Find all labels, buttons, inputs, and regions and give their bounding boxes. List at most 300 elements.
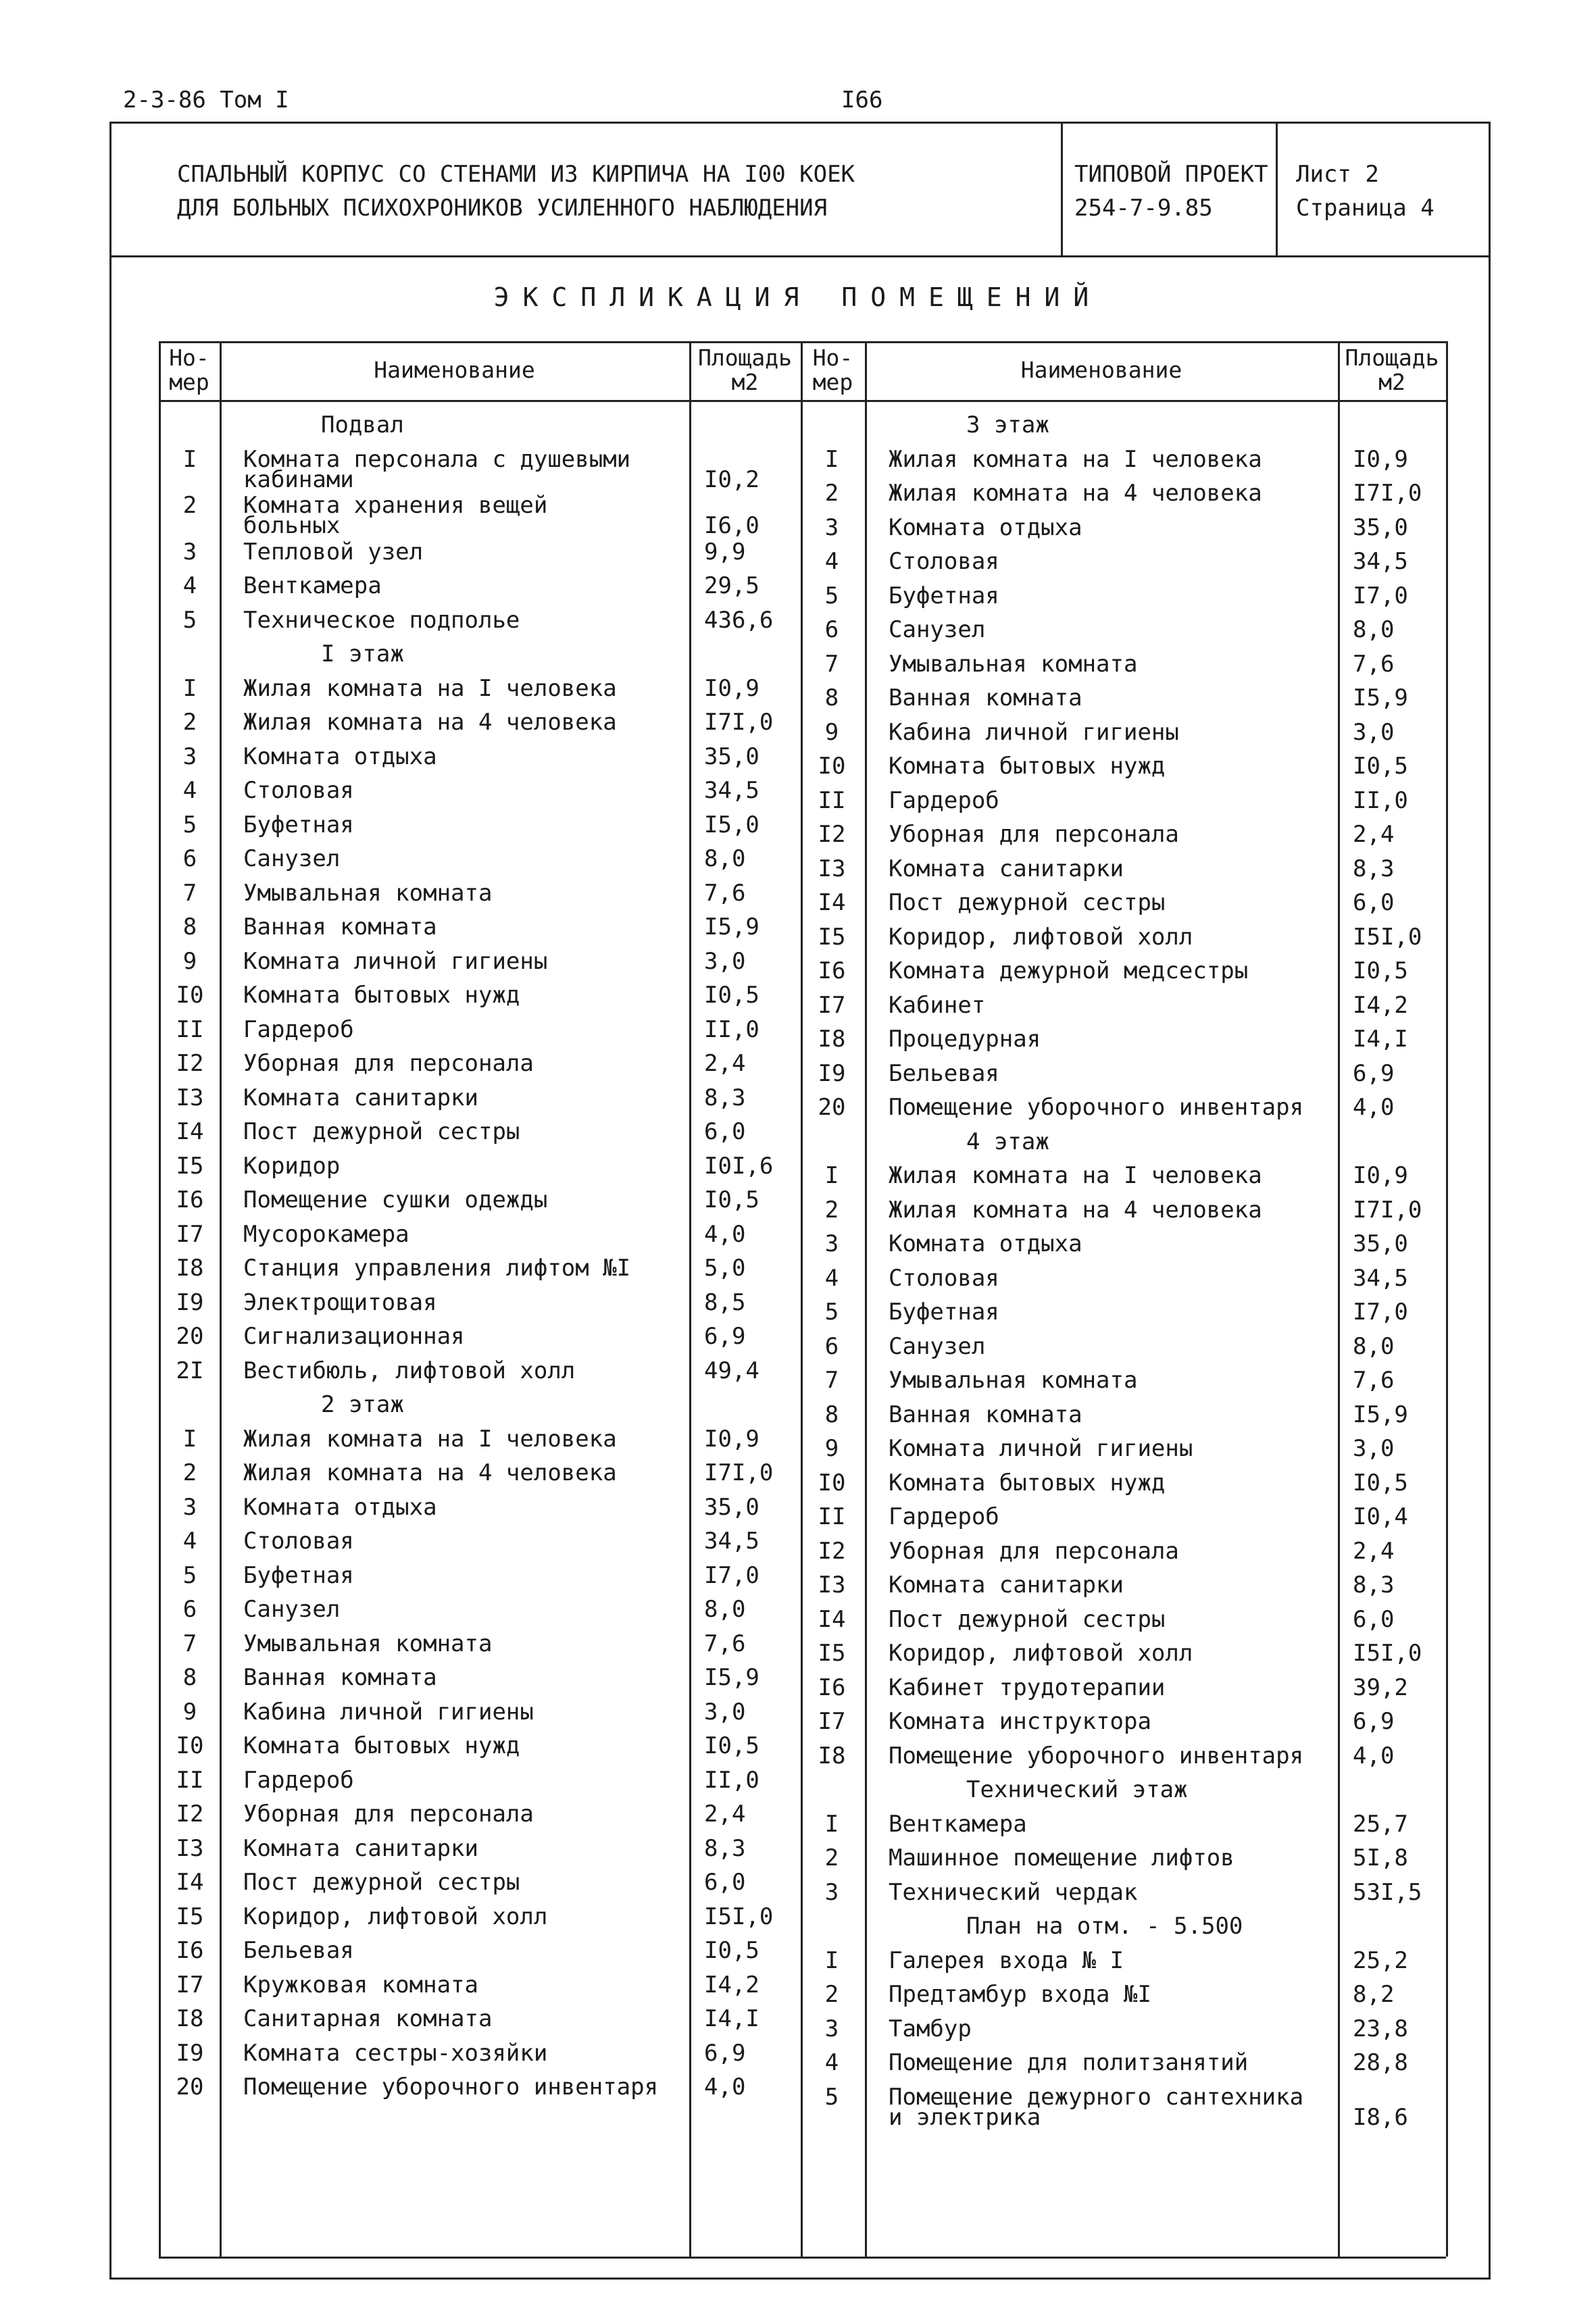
room-name: Гардероб [243,1766,354,1794]
room-name: Техническое подполье [243,606,520,634]
room-number: 2 [824,1844,839,1871]
room-name: Коридор [243,1152,341,1180]
room-number: I2 [818,821,846,848]
room-area: I0,9 [704,1425,759,1453]
room-name: Галерея входа № I [889,1946,1124,1974]
room-area: 8,2 [1353,1981,1395,2008]
room-number: 3 [824,513,839,541]
room-number: I2 [176,1801,204,1828]
section-title: 3 этаж [966,411,1049,438]
room-number: I4 [818,889,846,916]
room-name: Тамбур [889,2015,972,2042]
room-number: I [824,1810,839,1838]
room-number: 3 [182,538,197,565]
room-area: 8,3 [1353,1571,1395,1599]
room-name: Комната санитарки [243,1834,478,1862]
room-name: Комната инструктора [889,1708,1151,1735]
room-number: 2 [824,1196,839,1224]
room-name: Сигнализационная [243,1323,465,1350]
room-name: Ванная комната [889,1401,1082,1428]
room-area: I5,0 [704,811,759,838]
room-area: 8,5 [704,1288,746,1316]
room-number: I [182,445,197,473]
room-area: 6,0 [1353,889,1395,916]
room-name: Столовая [889,548,999,575]
room-name: Столовая [889,1264,999,1292]
room-number: 3 [824,1878,839,1906]
room-name: Комната отдыха [243,743,437,770]
room-area: I7I,0 [704,1459,774,1486]
room-number: 4 [182,777,197,804]
room-area: I0,9 [1353,445,1408,473]
project-code: 254-7-9.85 [1074,195,1213,222]
room-name: Бельевая [889,1059,999,1087]
room-number: I8 [818,1026,846,1053]
title-line-1: СПАЛЬНЫЙ КОРПУС СО СТЕНАМИ ИЗ КИРПИЧА НА I00 КОЕК [177,161,855,188]
room-area: 8,0 [704,1596,746,1623]
section-title: 4 этаж [966,1128,1049,1155]
room-area: 25,2 [1353,1946,1408,1974]
room-name: Умывальная комната [243,879,493,907]
room-number: 5 [824,1299,839,1326]
room-area: II,0 [704,1766,759,1794]
room-name: Помещение сушки одежды [243,1186,548,1213]
room-area: 6,9 [704,1323,746,1350]
room-number: I5 [176,1152,204,1180]
room-area: 28,8 [1353,2049,1408,2076]
room-area: 35,0 [1353,1230,1408,1257]
room-number: I0 [176,1732,204,1759]
room-number: I8 [176,2005,204,2032]
room-number: 6 [182,845,197,872]
table-column-line [1446,341,1448,2257]
header-name: Наименование [374,357,535,383]
room-area: I0,5 [704,1937,759,1964]
room-number: 6 [824,616,839,643]
table-column-line [220,341,222,2257]
room-number: I6 [818,957,846,984]
title-block-bottom-line [109,255,1491,257]
room-name: Мусорокамера [243,1220,409,1248]
room-number: I6 [176,1186,204,1213]
room-area: II,0 [1353,786,1408,814]
room-name: Комната хранения вещей [243,492,548,519]
room-name: Комната санитарки [889,1571,1124,1599]
section-title: I этаж [321,640,404,668]
room-area: 35,0 [704,743,759,770]
room-area: 4,0 [1353,1742,1395,1769]
room-area: 6,0 [704,1869,746,1896]
room-name: Кабинет трудотерапии [889,1674,1166,1701]
room-number: I0 [818,753,846,780]
room-name: Столовая [243,777,354,804]
room-area: 4,0 [704,1220,746,1248]
room-area: 6,9 [1353,1059,1395,1087]
section-title: 2 этаж [321,1391,404,1418]
room-name: Помещение уборочного инвентаря [889,1094,1304,1121]
room-number: 8 [824,1401,839,1428]
room-area: I0,5 [1353,1469,1408,1496]
room-name: Ванная комната [243,913,437,940]
room-number: I7 [176,1971,204,1998]
room-name: Комната личной гигиены [243,947,548,975]
room-number: 7 [824,650,839,678]
room-area: I5,9 [704,913,759,940]
room-name: Кабина личной гигиены [243,1698,534,1726]
room-name: Уборная для персонала [889,1537,1179,1565]
title-line-2: ДЛЯ БОЛЬНЫХ ПСИХОХРОНИКОВ УСИЛЕННОГО НАБЛЮДЕНИЯ [177,195,828,222]
room-area: 7,6 [704,1630,746,1657]
room-number: I2 [818,1537,846,1565]
room-name: Комната бытовых нужд [889,753,1166,780]
room-area: 2,4 [704,1801,746,1828]
room-number: I0 [818,1469,846,1496]
room-area: I0,9 [704,674,759,702]
room-area: 8,3 [704,1084,746,1111]
room-name: Коридор, лифтовой холл [889,1640,1193,1667]
room-area: I0,5 [704,1732,759,1759]
room-area: I0,5 [704,1186,759,1213]
room-number: 3 [824,2015,839,2042]
room-area: I5,9 [1353,684,1408,711]
room-name: Комната отдыха [889,1230,1082,1257]
room-number: I2 [176,1050,204,1077]
room-area: I7,0 [1353,1299,1408,1326]
room-name: Гардероб [889,786,999,814]
room-number: 4 [824,2049,839,2076]
room-area: I7I,0 [704,709,774,736]
room-area: I4,2 [704,1971,759,1998]
room-name: Гардероб [889,1503,999,1530]
room-number: 2 [182,709,197,736]
room-number: I4 [818,1605,846,1633]
room-name: Жилая комната на I человека [889,445,1262,473]
room-name: Комната отдыха [243,1493,437,1521]
room-name-continued: и электрика [889,2103,1041,2131]
room-number: 2 [182,1459,197,1486]
room-number: 7 [824,1367,839,1394]
room-number: I4 [176,1869,204,1896]
room-area: I7I,0 [1353,480,1422,507]
room-name: Помещение дежурного сантехника [889,2083,1304,2111]
room-area: 4,0 [704,2073,746,2101]
header-area: Площадь [697,345,793,371]
room-name: Комната бытовых нужд [243,982,520,1009]
room-area: I5,9 [1353,1401,1408,1428]
room-name: Помещение уборочного инвентаря [889,1742,1304,1769]
room-number: I5 [176,1903,204,1930]
room-area: 2,4 [1353,1537,1395,1565]
room-name: Кружковая комната [243,1971,478,1998]
room-number: 4 [182,572,197,599]
table-column-line [689,341,691,2257]
room-number: 3 [182,743,197,770]
room-number: I [182,1425,197,1453]
table-column-line [865,341,867,2257]
room-number: 2 [824,480,839,507]
room-number: I6 [176,1937,204,1964]
room-area: 8,3 [704,1834,746,1862]
room-name: Столовая [243,1528,354,1555]
room-name-continued: кабинами [243,466,354,493]
room-name: Комната дежурной медсестры [889,957,1249,984]
room-name: Вестибюль, лифтовой холл [243,1357,576,1384]
room-area: 53I,5 [1353,1878,1422,1906]
room-name: Комната бытовых нужд [889,1469,1166,1496]
room-area: 34,5 [704,1528,759,1555]
room-area: 2,4 [704,1050,746,1077]
table-bottom-line [159,2257,1446,2259]
room-area: I4,I [704,2005,759,2032]
header-num: мер [812,369,853,395]
room-name: Электрощитовая [243,1288,437,1316]
room-area: 8,0 [1353,616,1395,643]
room-name: Умывальная комната [889,650,1138,678]
room-number: I9 [176,1288,204,1316]
room-area: I0I,6 [704,1152,774,1180]
room-name: Ванная комната [243,1664,437,1691]
room-number: I9 [818,1059,846,1087]
room-number: I4 [176,1118,204,1145]
room-name: Умывальная комната [889,1367,1138,1394]
room-area: 29,5 [704,572,759,599]
room-number: 3 [824,1230,839,1257]
room-number: 5 [182,1561,197,1589]
header-num: мер [169,369,209,395]
room-area: I4,I [1353,1026,1408,1053]
room-number: 9 [182,947,197,975]
room-name: Буфетная [243,1561,354,1589]
room-number: 9 [182,1698,197,1726]
room-name: Санузел [889,1332,986,1360]
room-number: I [182,674,197,702]
room-number: I8 [176,1255,204,1282]
room-name: Пост дежурной сестры [889,1605,1166,1633]
room-area: I5I,0 [704,1903,774,1930]
room-number: 9 [824,1435,839,1462]
room-area: I0,5 [1353,753,1408,780]
room-name: Помещение уборочного инвентаря [243,2073,659,2101]
room-area: 35,0 [1353,513,1408,541]
room-name: Пост дежурной сестры [243,1869,520,1896]
room-name-continued: больных [243,512,341,539]
room-area: I0,2 [704,466,759,493]
header-area: м2 [1378,369,1405,395]
room-number: 6 [824,1332,839,1360]
room-area: 25,7 [1353,1810,1408,1838]
room-area: 6,9 [704,2039,746,2067]
room-number: I9 [176,2039,204,2067]
room-name: Венткамера [243,572,382,599]
room-number: I0 [176,982,204,1009]
room-name: Комната санитарки [243,1084,478,1111]
room-area: I7,0 [704,1561,759,1589]
title-block-divider-1 [1061,122,1063,255]
room-name: Машинное помещение лифтов [889,1844,1235,1871]
header-area: Площадь [1345,345,1439,371]
room-area: 35,0 [704,1493,759,1521]
header-name: Наименование [1020,357,1182,383]
room-area: I0,4 [1353,1503,1408,1530]
room-name: Санузел [243,845,341,872]
room-area: 436,6 [704,606,774,634]
sheet-number: Лист 2 [1296,161,1379,188]
room-name: Венткамера [889,1810,1027,1838]
page-number: I66 [841,86,883,114]
room-number: I [824,445,839,473]
room-name: Технический чердак [889,1878,1138,1906]
room-number: 4 [182,1528,197,1555]
section-title: Подвал [321,411,404,438]
room-number: 2 [182,492,197,519]
room-number: I7 [176,1220,204,1248]
section-title: План на отм. - 5.500 [966,1913,1243,1940]
room-number: 7 [182,879,197,907]
room-area: 3,0 [704,947,746,975]
room-number: I3 [818,1571,846,1599]
room-area: I8,6 [1353,2103,1408,2131]
room-name: Комната бытовых нужд [243,1732,520,1759]
header-area: м2 [731,369,759,395]
room-name: Тепловой узел [243,538,424,565]
room-name: Санузел [243,1596,341,1623]
room-name: Комната отдыха [889,513,1082,541]
room-name: Жилая комната на 4 человека [889,480,1262,507]
table-heading: ЭКСПЛИКАЦИЯ ПОМЕЩЕНИЙ [493,282,1103,312]
room-name: Жилая комната на I человека [243,1425,617,1453]
room-number: 20 [176,2073,204,2101]
room-name: Комната санитарки [889,855,1124,882]
room-name: Уборная для персонала [243,1801,534,1828]
room-number: I7 [818,991,846,1019]
room-area: 3,0 [1353,1435,1395,1462]
room-name: Предтамбур входа №I [889,1981,1151,2008]
room-number: I5 [818,1640,846,1667]
room-area: 9,9 [704,538,746,565]
room-name: Жилая комната на I человека [243,674,617,702]
room-area: I5,9 [704,1664,759,1691]
room-area: 8,3 [1353,855,1395,882]
room-name: Комната персонала с душевыми [243,445,631,473]
room-area: 49,4 [704,1357,759,1384]
room-area: 2,4 [1353,821,1395,848]
title-block-divider-2 [1276,122,1278,255]
room-area: I5I,0 [1353,1640,1422,1667]
room-name: Санитарная комната [243,2005,493,2032]
room-number: I6 [818,1674,846,1701]
room-number: II [818,1503,846,1530]
room-name: Жилая комната на 4 человека [243,709,617,736]
room-area: I7I,0 [1353,1196,1422,1224]
room-number: I3 [176,1084,204,1111]
room-area: 7,6 [1353,1367,1395,1394]
room-number: II [176,1766,204,1794]
room-area: 6,0 [1353,1605,1395,1633]
room-area: II,0 [704,1015,759,1043]
room-number: 5 [182,811,197,838]
room-name: Буфетная [889,582,999,609]
room-number: 8 [182,1664,197,1691]
room-number: I [824,1946,839,1974]
room-number: 2 [824,1981,839,2008]
room-name: Помещение для политзанятий [889,2049,1249,2076]
room-area: 6,0 [704,1118,746,1145]
room-area: 34,5 [704,777,759,804]
room-number: 4 [824,548,839,575]
room-number: 2I [176,1357,204,1384]
room-name: Жилая комната на 4 человека [243,1459,617,1486]
room-number: I3 [176,1834,204,1862]
room-name: Комната личной гигиены [889,1435,1193,1462]
room-number: 6 [182,1596,197,1623]
section-title: Технический этаж [966,1776,1188,1803]
header-num: Но- [812,345,853,371]
room-number: I8 [818,1742,846,1769]
room-number: I [824,1162,839,1189]
room-name: Ванная комната [889,684,1082,711]
page-label: Страница 4 [1296,195,1435,222]
room-name: Уборная для персонала [243,1050,534,1077]
room-name: Жилая комната на 4 человека [889,1196,1262,1224]
room-area: 7,6 [704,879,746,907]
room-area: 34,5 [1353,548,1408,575]
room-name: Умывальная комната [243,1630,493,1657]
room-name: Бельевая [243,1937,354,1964]
room-area: I6,0 [704,512,759,539]
room-area: 6,9 [1353,1708,1395,1735]
room-name: Пост дежурной сестры [243,1118,520,1145]
project-label: ТИПОВОЙ ПРОЕКТ [1074,161,1268,188]
room-area: I5I,0 [1353,923,1422,951]
table-column-line [1338,341,1340,2257]
room-area: 8,0 [1353,1332,1395,1360]
room-number: 20 [818,1094,846,1121]
room-area: 3,0 [704,1698,746,1726]
room-area: 3,0 [1353,718,1395,746]
room-area: I4,2 [1353,991,1408,1019]
room-area: 5I,8 [1353,1844,1408,1871]
room-area: I7,0 [1353,582,1408,609]
room-number: 8 [824,684,839,711]
room-number: II [176,1015,204,1043]
room-name: Процедурная [889,1026,1041,1053]
room-area: I0,5 [1353,957,1408,984]
room-number: 9 [824,718,839,746]
room-number: 3 [182,1493,197,1521]
room-area: 8,0 [704,845,746,872]
room-number: 8 [182,913,197,940]
room-area: I0,5 [704,982,759,1009]
room-area: 5,0 [704,1255,746,1282]
room-number: 5 [824,2083,839,2111]
room-area: 7,6 [1353,650,1395,678]
room-name: Буфетная [889,1299,999,1326]
room-number: 5 [182,606,197,634]
room-name: Жилая комната на I человека [889,1162,1262,1189]
room-area: I0,9 [1353,1162,1408,1189]
room-number: 4 [824,1264,839,1292]
room-name: Уборная для персонала [889,821,1179,848]
room-name: Санузел [889,616,986,643]
room-number: 20 [176,1323,204,1350]
room-name: Станция управления лифтом №I [243,1255,631,1282]
header-num: Но- [169,345,209,371]
room-name: Кабинет [889,991,986,1019]
room-area: 39,2 [1353,1674,1408,1701]
room-name: Коридор, лифтовой холл [889,923,1193,951]
room-area: 34,5 [1353,1264,1408,1292]
room-name: Комната сестры-хозяйки [243,2039,548,2067]
